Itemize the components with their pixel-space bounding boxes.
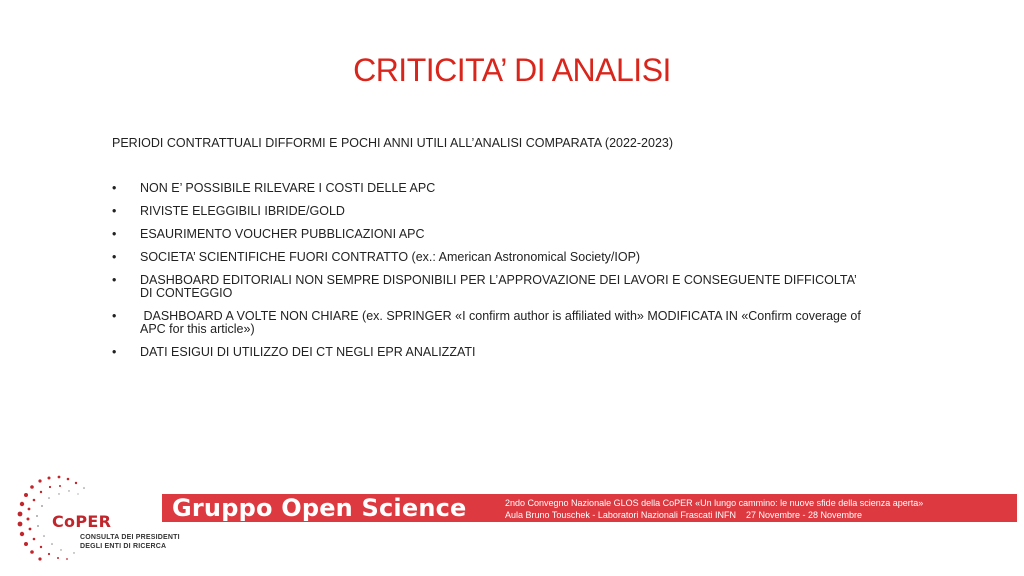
bullet-text: RIVISTE ELEGGIBILI IBRIDE/GOLD xyxy=(140,204,345,218)
bullet-item xyxy=(112,228,872,241)
footer-banner xyxy=(162,494,1017,522)
slide-title: CRITICITA’ DI ANALISI xyxy=(353,52,671,88)
bullet-item xyxy=(112,205,872,218)
bullet-text: DASHBOARD A VOLTE NON CHIARE (ex. SPRINGER «I confirm author is affiliated with» MODIFICATA IN «Confirm coverage of APC for this article») xyxy=(140,309,864,336)
bullet-marker: • xyxy=(112,345,117,359)
event-line: 2ndo Convegno Nazionale GLOS della CoPER «Un lungo cammino: le nuove sfide della scienza aperta» xyxy=(505,498,924,508)
banner-title: Gruppo Open Science xyxy=(172,494,467,522)
event-info xyxy=(505,497,1010,521)
bullet-text: ESAURIMENTO VOUCHER PUBBLICAZIONI APC xyxy=(140,227,425,241)
bullet-item xyxy=(112,274,872,300)
bullet-text: DATI ESIGUI DI UTILIZZO DEI CT NEGLI EPR ANALIZZATI xyxy=(140,345,476,359)
bullet-marker: • xyxy=(112,181,117,195)
bullet-text: NON E’ POSSIBILE RILEVARE I COSTI DELLE APC xyxy=(140,181,436,195)
bullet-text: DASHBOARD EDITORIALI NON SEMPRE DISPONIBILI PER L’APPROVAZIONE DEI LAVORI E CONSEGUENTE DIFFICOLTA’ DI CONTEGGIO xyxy=(140,273,857,300)
bullet-text: SOCIETA’ SCIENTIFICHE FUORI CONTRATTO (ex.: American Astronomical Society/IOP) xyxy=(140,250,641,264)
event-line: Aula Bruno Touschek - Laboratori Nazionali Frascati INFN 27 Novembre - 28 Novembre xyxy=(505,510,862,520)
bullet-item xyxy=(112,251,872,264)
bullet-list xyxy=(112,182,872,369)
bullet-item xyxy=(112,310,872,336)
logo-wordmark: CoPER xyxy=(52,512,112,531)
bullet-marker: • xyxy=(112,250,117,264)
bullet-marker: • xyxy=(112,204,117,218)
bullet-marker: • xyxy=(112,227,117,241)
slide-subtitle: PERIODI CONTRATTUALI DIFFORMI E POCHI ANNI UTILI ALL’ANALISI COMPARATA (2022-2023) xyxy=(112,136,674,150)
logo-subtitle-line: CONSULTA DEI PRESIDENTI xyxy=(80,534,180,541)
logo-subtitle xyxy=(80,533,180,551)
bullet-item xyxy=(112,182,872,195)
bullet-marker: • xyxy=(112,309,117,323)
bullet-marker: • xyxy=(112,273,117,287)
bullet-item xyxy=(112,346,872,359)
logo-subtitle-line: DEGLI ENTI DI RICERCA xyxy=(80,543,167,550)
